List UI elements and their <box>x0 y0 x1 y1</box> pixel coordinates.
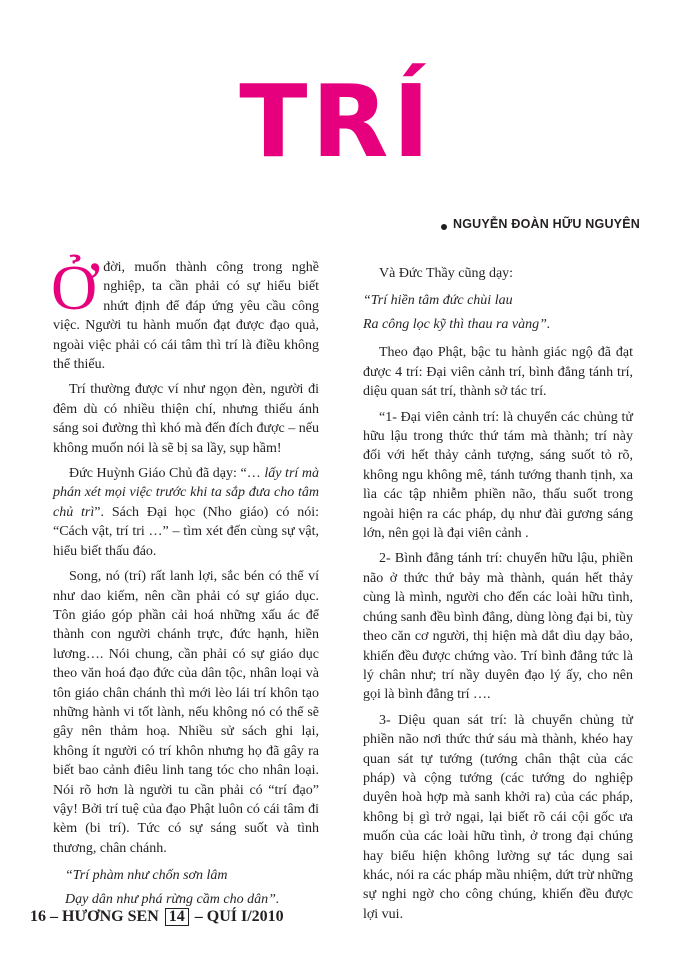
page-footer <box>30 908 284 926</box>
paragraph <box>53 464 319 561</box>
author-byline <box>441 217 640 231</box>
verse-line: Ra công lọc kỹ thì thau ra vàng”. <box>363 317 551 333</box>
footer-date: – QUÍ I/2010 <box>190 908 284 925</box>
paragraph: Song, nó (trí) rất lanh lợi, sắc bén có thể ví như dao kiếm, nên cần phải có sự giáo dục. Tôn giáo góp phần cải hoá những xấu ác để thành con người chánh trực, đức hạnh, hiền lương…. Nói chung, cần phải có sự giáo dục theo văn hoá đạo đức của dân tộc, nhân loại và tôn giáo chân chánh thì mới lèo lái trí khôn tạo những hành vi tốt lành, nếu không nó có thể sẽ gây nên thảm hoạ. Nhiều sử sách ghi lại, không ít người có trí khôn nhưng họ đã gây ra biết bao cảnh điêu linh tang tóc cho nhân loại. Nói rõ hơn là người tu cần phải có “trí đạo” vậy! Bởi trí tuệ của đạo Phật luôn có cái tâm đi kèm (bi trí). Tức có sự sáng suốt và tình thương, chân chánh. <box>53 569 319 856</box>
paragraph <box>51 252 319 374</box>
verse-line: “Trí hiền tâm đức chùi lau <box>363 293 513 309</box>
paragraph-text: Đức Huỳnh Giáo Chủ đã dạy: “… <box>69 466 265 482</box>
paragraph: 2- Bình đẳng tánh trí: chuyển hữu lậu, phiền não ở thức thứ bảy mà thành, quán hết thảy cùng là mình, người cho đến các loài hữu tình, chúng sanh đều bình đẳng, dùng lòng đại bi, tùy theo căn cơ người, thị hiện mà dắt dìu dạy bảo, khiến đều được chứng vào. Trí bình đẳng tức là lý chân như; trí nầy duyên đạo lý ấy, cho nên gọi là bình đẳng trí …. <box>363 551 633 703</box>
article-title: TRÍ <box>239 63 434 180</box>
paragraph: Trí thường được ví như ngọn đèn, người đi đêm dù có nhiều thiện chí, nhưng thiếu ánh sáng soi đường thì khó mà đến đích được – nếu không muốn nói là sẽ bị sa lầy, sụp hầm! <box>53 382 319 456</box>
paragraph: “1- Đại viên cảnh trí: là chuyển các chủng tử hữu lậu trong thức thứ tám mà thành; trí này đối với hết thảy cảnh tượng, sáng suốt tỏ rõ, không ngu không mê, tánh tướng thanh tịnh, xa lìa các tập nhiễm phiền não, thấu suốt trong ngoài hiện ra các pháp, dụ như đài gương sáng lớn, nên gọi là đại viên cảnh . <box>363 409 633 542</box>
paragraph-text: đời, muốn thành công trong nghề nghiệp, ta cần phải có sự hiểu biết nhứt định để đáp ứng yêu cầu công việc. Người tu hành muốn đạt được đạo quả, ngoài việc phải có cái tâm thì trí là điều không thể thiếu. <box>53 260 319 373</box>
verse-line: “Trí phàm như chốn sơn lâm <box>65 868 228 884</box>
paragraph: Và Đức Thầy cũng dạy: <box>379 266 514 281</box>
drop-cap: Ở <box>51 252 98 323</box>
paragraph-text: ”. Sách Đại học (Nho giáo) có nói: “Cách vật, trí tri …” – tìm xét đến cùng sự vật, hiểu biết thấu đáo. <box>53 504 319 559</box>
left-column <box>51 252 319 912</box>
paragraph: 3- Diệu quan sát trí: là chuyển chủng tử phiền não nơi thức thứ sáu mà thành, khéo hay quan sát tự tướng (tướng chân thật của các pháp) và cộng tướng (các tướng do nghiệp duyên hoà hợp mà sanh khởi ra) của các pháp, không bị gì trở ngại, lại biết rõ cái cội gốc ưa muốn của các loài hữu tình, ở trong đại chúng hay biểu hiện không lường sự tác dụng sai khác, nói ra các pháp mầu nhiệm, dứt trừ những sự nghi ngờ cho công chúng, khiến đều được lợi vui. <box>363 712 633 922</box>
paragraph: Theo đạo Phật, bậc tu hành giác ngộ đã đạt được 4 trí: Đại viên cảnh trí, bình đẳng tánh trí, diệu quan sát trí, thành sở tác trí. <box>363 345 633 400</box>
issue-number: 14 <box>165 908 189 926</box>
page-number: 16 <box>30 908 46 925</box>
footer-magazine: – HƯƠNG SEN <box>46 908 163 925</box>
verse-line: Dạy dân như phá rừng cầm cho dân”. <box>65 892 280 908</box>
right-column <box>363 264 633 930</box>
bullet-icon <box>441 224 447 230</box>
quote-italic: lấy trí mà phán xét mọi việc trước khi ta sắp đưa cho tâm chủ trì <box>53 466 319 520</box>
author-name: NGUYỄN ĐOÀN HỮU NGUYÊN <box>452 217 640 231</box>
